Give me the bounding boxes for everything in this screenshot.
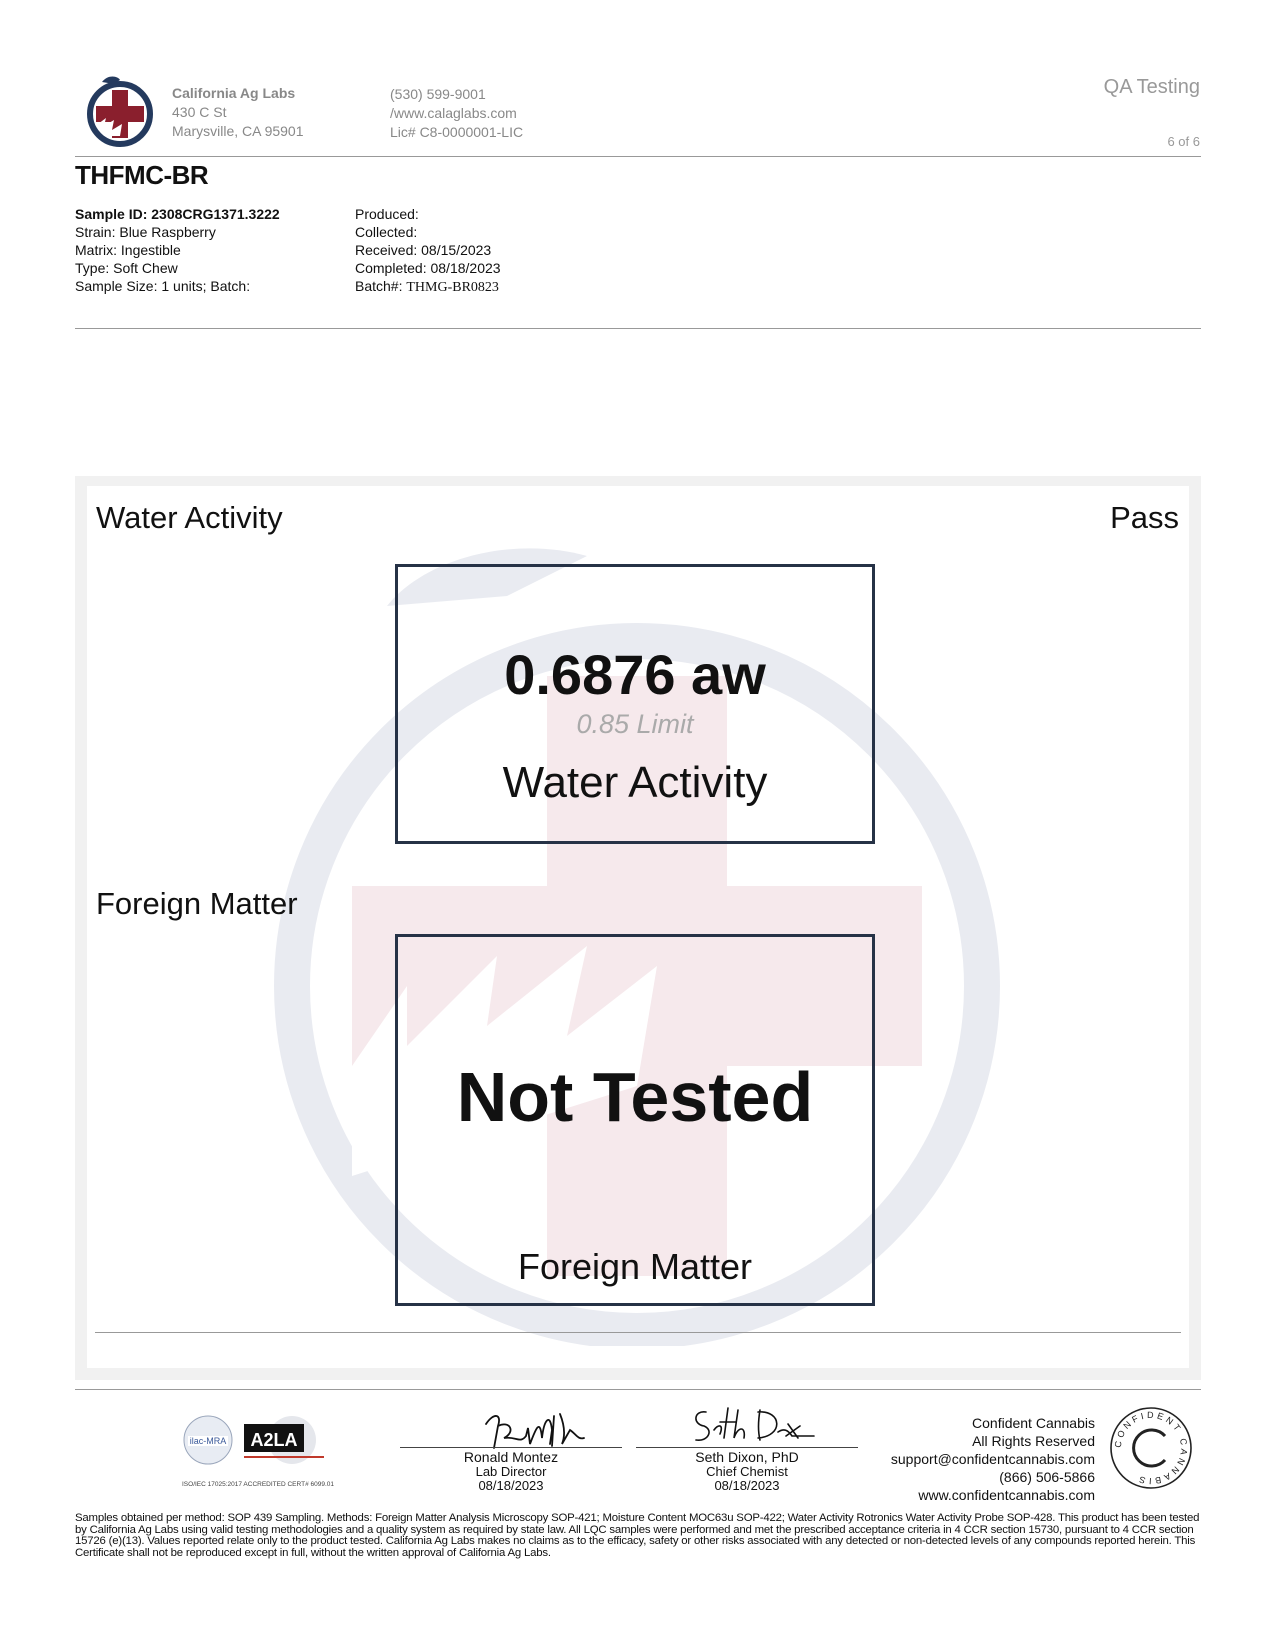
- california-ag-labs-logo: [84, 74, 154, 148]
- confident-cannabis-info: [891, 1414, 1095, 1504]
- batch-label: Batch#:: [355, 278, 407, 294]
- sample-completed: Completed: 08/18/2023: [355, 260, 501, 276]
- accreditation-caption: ISO/IEC 17025:2017 ACCREDITED CERT# 6099.01: [182, 1481, 334, 1488]
- signer-1-date: 08/18/2023: [478, 1478, 544, 1493]
- sample-dates: [355, 205, 501, 297]
- confident-cannabis-seal-icon: [1109, 1406, 1193, 1490]
- ronald-montez-signature: [480, 1408, 590, 1452]
- panel-divider: [95, 1332, 1181, 1333]
- sample-strain: Strain: Blue Raspberry: [75, 224, 216, 240]
- foreign-matter-label: Foreign Matter: [517, 1246, 753, 1287]
- lab-contact: [390, 85, 523, 142]
- lab-license: Lic# C8-0000001-LIC: [390, 124, 524, 140]
- lab-website[interactable]: /www.calaglabs.com: [390, 105, 517, 121]
- signature-line-2: [636, 1447, 858, 1448]
- page-number: 6 of 6: [1167, 134, 1200, 149]
- ilac-a2la-accreditation-logo: [182, 1414, 327, 1478]
- cc-seal-text: CONFIDENT CANNABIS: [1112, 1409, 1190, 1487]
- signer-2-date: 08/18/2023: [714, 1478, 780, 1493]
- cc-phone: (866) 506-5866: [999, 1469, 1095, 1485]
- footer-divider: [75, 1389, 1201, 1390]
- signer-1-name: Ronald Montez: [463, 1449, 559, 1465]
- svg-text:ilac-MRA: ilac-MRA: [189, 1436, 227, 1446]
- svg-text:CONFIDENT CANNABIS: [1113, 1410, 1190, 1486]
- svg-text:A2LA: A2LA: [250, 1430, 298, 1450]
- signature-line-1: [400, 1447, 622, 1448]
- water-activity-limit: 0.85 Limit: [576, 709, 694, 739]
- foreign-matter-value: Not Tested: [456, 1058, 814, 1136]
- sample-collected: Collected:: [355, 224, 418, 240]
- water-activity-section-title: Water Activity: [96, 500, 283, 535]
- cc-name: Confident Cannabis: [972, 1415, 1095, 1431]
- seth-dixon-signature: [688, 1402, 818, 1448]
- lab-address-line1: 430 C St: [172, 104, 227, 120]
- signature-block-2: [636, 1449, 858, 1493]
- water-activity-value: 0.6876 aw: [504, 643, 766, 706]
- results-panel-inner: [87, 486, 1189, 1368]
- sample-size: Sample Size: 1 units; Batch:: [75, 278, 251, 294]
- sample-produced: Produced:: [355, 206, 419, 222]
- lab-phone: (530) 599-9001: [390, 86, 486, 102]
- signer-2-title: Chief Chemist: [706, 1464, 788, 1479]
- water-activity-label: Water Activity: [502, 758, 768, 807]
- water-activity-status: Pass: [1110, 500, 1179, 535]
- sample-id: Sample ID: 2308CRG1371.3222: [75, 206, 280, 222]
- lab-name: California Ag Labs: [172, 85, 296, 101]
- header-divider: [75, 156, 1201, 157]
- sample-type: Type: Soft Chew: [75, 260, 178, 276]
- cc-website[interactable]: www.confidentcannabis.com: [918, 1487, 1095, 1503]
- batch-value: THMG-BR0823: [406, 280, 499, 295]
- signer-1-title: Lab Director: [475, 1464, 547, 1479]
- product-name: THFMC-BR: [75, 160, 209, 190]
- sample-matrix: Matrix: Ingestible: [75, 242, 181, 258]
- water-activity-result-box: [395, 564, 875, 844]
- signature-block-1: [400, 1449, 622, 1493]
- cc-email[interactable]: support@confidentcannabis.com: [890, 1451, 1095, 1467]
- foreign-matter-result-box: [395, 934, 875, 1306]
- results-panel: [75, 476, 1201, 1380]
- report-type: QA Testing: [1103, 76, 1200, 98]
- lab-address-line2: Marysville, CA 95901: [172, 123, 304, 139]
- sample-divider: [75, 328, 1201, 329]
- foreign-matter-section-title: Foreign Matter: [96, 886, 298, 921]
- lab-info: [172, 84, 304, 141]
- sample-received: Received: 08/15/2023: [355, 242, 492, 258]
- disclaimer-text: Samples obtained per method: SOP 439 Sampling. Methods: Foreign Matter Analysis Microscopy SOP-421; Moisture Content MOC63u SOP-422; Water Activity Rotronics Water Activity Probe SOP-428. This product has been tested by California Ag Labs using valid testing methodologies and a quality system as required by state law. All LQC samples were performed and met the prescribed acceptance criteria in 4 CCR section 15730, pursuant to 4 CCR section 15726 (e)(13). Values reported relate only to the product tested. California Ag Labs makes no claims as to the efficacy, safety or other risks associated with any detected or non-detected levels of any compounds reported herein. This Certificate shall not be reproduced except in full, without the written approval of California Ag Labs.: [75, 1512, 1200, 1559]
- sample-batch: [355, 277, 501, 297]
- signer-2-name: Seth Dixon, PhD: [695, 1449, 799, 1465]
- cc-rights: All Rights Reserved: [972, 1433, 1095, 1449]
- sample-details: [75, 205, 280, 295]
